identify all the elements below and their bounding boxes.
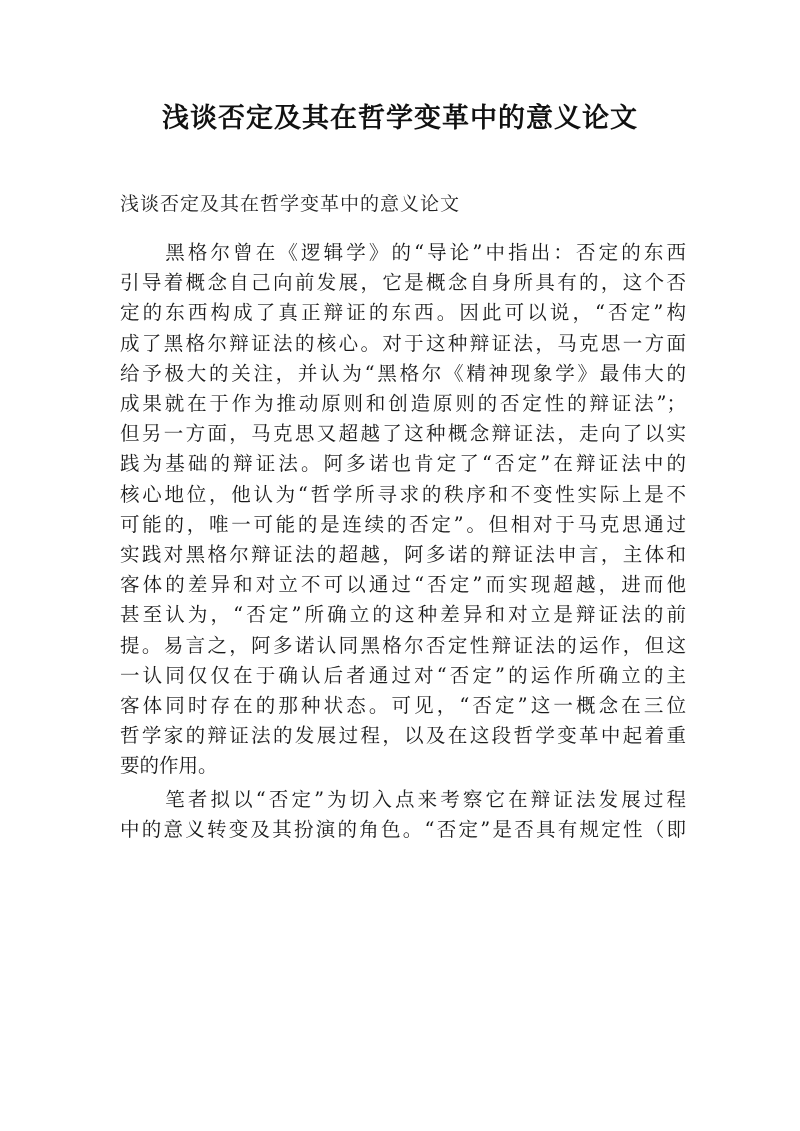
text-line: 哲学家的辩证法的发展过程，以及在这段哲学变革中起着重	[120, 724, 686, 748]
text-line: 客体同时存在的那种状态。可见，“否定”这一概念在三位	[120, 694, 686, 718]
text-line: 成果就在于作为推动原则和创造原则的否定性的辩证法”；	[120, 392, 686, 416]
text-line: 践为基础的辩证法。阿多诺也肯定了“否定”在辩证法中的	[120, 452, 686, 476]
text-line: 一认同仅仅在于确认后者通过对“否定”的运作所确立的主	[120, 663, 686, 687]
text-line: 客体的差异和对立不可以通过“否定”而实现超越，进而他	[120, 573, 686, 597]
document-body	[120, 238, 686, 845]
text-line: 黑格尔曾在《逻辑学》的“导论”中指出：否定的东西	[120, 241, 686, 264]
text-line: 但另一方面，马克思又超越了这种概念辩证法，走向了以实	[120, 422, 686, 446]
text-line: 引导着概念自己向前发展，它是概念自身所具有的，这个否	[120, 271, 686, 295]
text-line: 笔者拟以“否定”为切入点来考察它在辩证法发展过程	[120, 787, 686, 811]
document-title: 浅谈否定及其在哲学变革中的意义论文	[162, 103, 638, 134]
text-line: 成了黑格尔辩证法的核心。对于这种辩证法，马克思一方面	[120, 331, 686, 355]
text-line: 实践对黑格尔辩证法的超越，阿多诺的辩证法申言，主体和	[120, 543, 686, 567]
paragraph-1	[120, 238, 686, 782]
text-line: 核心地位，他认为“哲学所寻求的秩序和不变性实际上是不	[120, 482, 686, 506]
document-subtitle: 浅谈否定及其在哲学变革中的意义论文	[120, 193, 461, 215]
text-line: 中的意义转变及其扮演的角色。“否定”是否具有规定性（即	[120, 817, 686, 841]
paragraph-2	[120, 785, 686, 845]
text-line: 可能的，唯一可能的是连续的否定”。但相对于马克思通过	[120, 512, 686, 536]
text-line: 提。易言之，阿多诺认同黑格尔否定性辩证法的运作，但这	[120, 633, 686, 657]
text-line: 给予极大的关注，并认为“黑格尔《精神现象学》最伟大的	[120, 361, 686, 385]
text-line: 定的东西构成了真正辩证的东西。因此可以说，“否定”构	[120, 301, 686, 325]
text-line: 甚至认为，“否定”所确立的这种差异和对立是辩证法的前	[120, 603, 686, 627]
text-line: 要的作用。	[120, 754, 218, 778]
